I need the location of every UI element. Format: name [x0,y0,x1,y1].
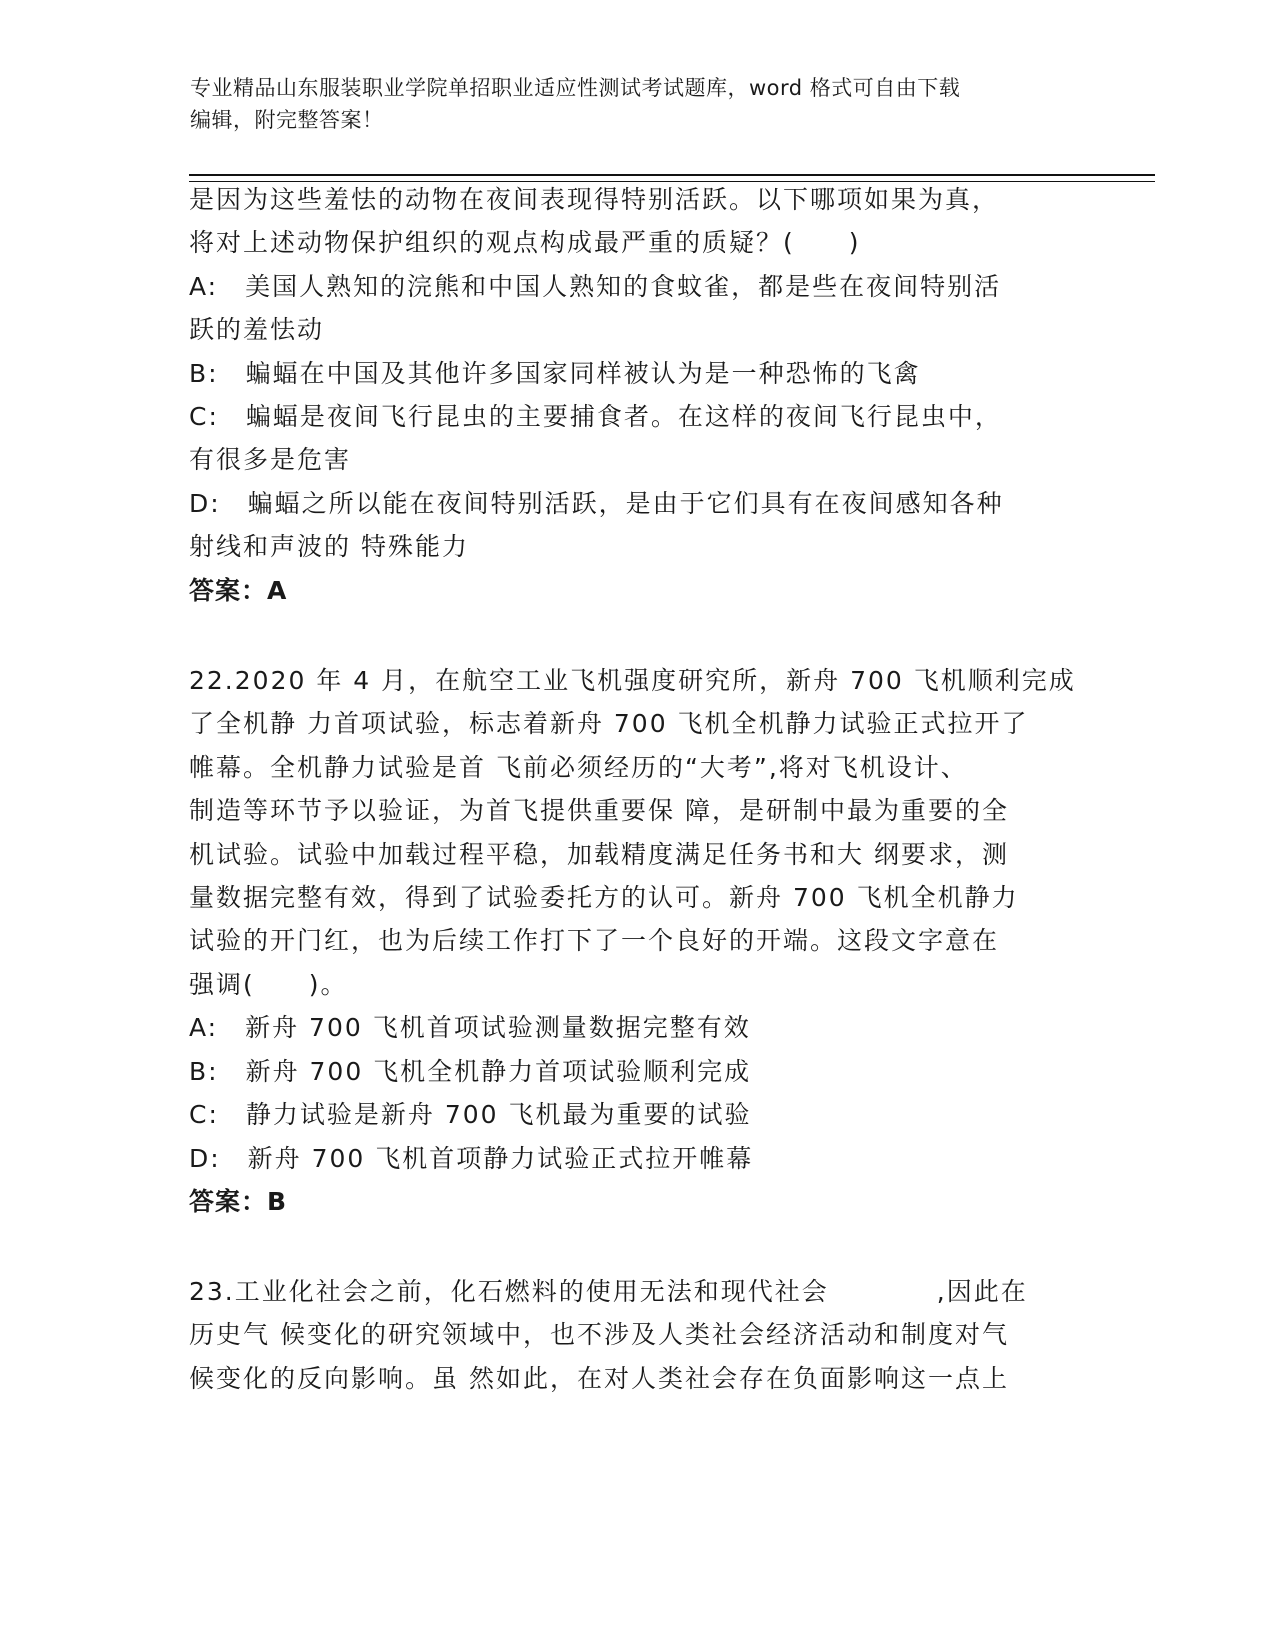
q22-option-b: B: 新舟 700 飞机全机静力首项试验顺利完成 [189,1057,752,1086]
q23-stem-line-2: 历史气 候变化的研究领域中，也不涉及人类社会经济活动和制度对气 [189,1320,1009,1349]
q22-option-d: D: 新舟 700 飞机首项静力试验正式拉开帷幕 [189,1144,754,1173]
q22-stem-line-2: 了全机静 力首项试验，标志着新舟 700 飞机全机静力试验正式拉开了 [189,709,1029,738]
q21-stem-line-2: 将对上述动物保护组织的观点构成最严重的质疑？( ) [189,228,861,257]
header-line-2: 编辑，附完整答案！ [190,108,384,132]
q21-answer: 答案：A [189,576,288,605]
q22-stem-line-7: 试验的开门红，也为后续工作打下了一个良好的开端。这段文字意在 [189,926,1000,955]
q21-option-a: A: 美国人熟知的浣熊和中国人熟知的食蚊雀，都是些在夜间特别活 [189,272,1002,301]
q22-stem-line-1: 22.2020 年 4 月，在航空工业飞机强度研究所，新舟 700 飞机顺利完成 [189,666,1076,695]
q21-option-b: B: 蝙蝠在中国及其他许多国家同样被认为是一种恐怖的飞禽 [189,359,921,388]
q22-stem-line-6: 量数据完整有效，得到了试验委托方的认可。新舟 700 飞机全机静力 [189,883,1019,912]
q22-stem-line-4: 制造等环节予以验证，为首飞提供重要保 障，是研制中最为重要的全 [189,796,1009,825]
q22-stem-line-8: 强调( )。 [189,970,348,999]
q22-option-c: C: 静力试验是新舟 700 飞机最为重要的试验 [189,1100,752,1129]
page-header [190,72,1090,136]
header-rule-thick [189,174,1155,176]
q22-option-a: A: 新舟 700 飞机首项试验测量数据完整有效 [189,1013,751,1042]
header-rule-thin [189,181,1155,182]
q21-option-d-cont: 射线和声波的 特殊能力 [189,532,469,561]
q22-stem-line-5: 机试验。试验中加载过程平稳，加载精度满足任务书和大 纲要求，测 [189,840,1009,869]
q21-option-c-cont: 有很多是危害 [189,445,352,474]
q21-option-a-cont: 跃的羞怯动 [189,315,325,344]
q22-stem-line-3: 帷幕。全机静力试验是首 飞前必须经历的“大考”,将对飞机设计、 [189,753,968,782]
q21-option-d: D: 蝙蝠之所以能在夜间特别活跃，是由于它们具有在夜间感知各种 [189,489,1004,518]
q23-stem-line-3: 候变化的反向影响。虽 然如此，在对人类社会存在负面影响这一点上 [189,1364,1009,1393]
header-line-1: 专业精品山东服装职业学院单招职业适应性测试考试题库，word 格式可自由下载 [190,76,961,100]
q22-answer: 答案：B [189,1187,288,1216]
q23-stem-line-1: 23.工业化社会之前，化石燃料的使用无法和现代社会 ,因此在 [189,1277,1028,1306]
q21-option-c: C: 蝙蝠是夜间飞行昆虫的主要捕食者。在这样的夜间飞行昆虫中， [189,402,1002,431]
q21-stem-line-1: 是因为这些羞怯的动物在夜间表现得特别活跃。以下哪项如果为真， [189,185,1000,214]
